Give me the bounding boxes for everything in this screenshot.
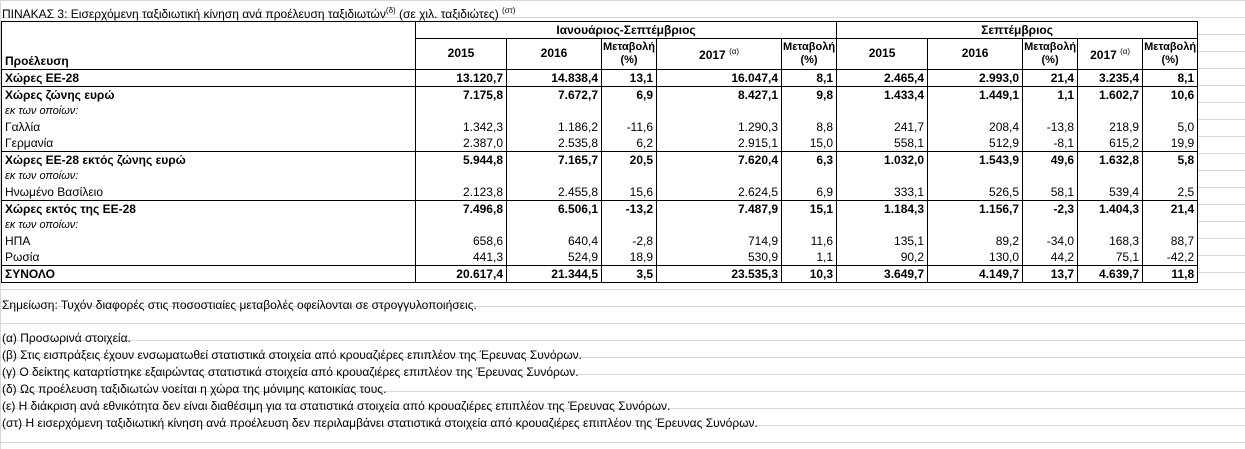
column-header-row [2,39,1198,70]
cell-value [657,168,782,184]
table-row [2,151,1198,168]
col-change: Μεταβολή (%) [602,39,657,70]
cell-value [602,103,657,119]
cell-value [1143,168,1198,184]
cell-value: 3,5 [602,265,657,282]
cell-value: 1.602,7 [1078,86,1143,103]
table-title [2,2,515,19]
cell-value: 7.496,8 [416,200,507,217]
footnote: (β) Στις εισπράξεις έχουν ενσωματωθεί στατιστικά στοιχεία από κρουαζιέρες επιπλέον της Έρευνας Συνόρων. [2,348,583,362]
group-header-row [2,22,1198,39]
cell-value: 44,2 [1023,249,1078,266]
cell-value: 1.404,3 [1078,200,1143,217]
cell-value: 6,9 [602,86,657,103]
cell-value: 7.620,4 [657,151,782,168]
title-footnote-ref-2: (στ) [502,6,516,15]
cell-value: 241,7 [837,119,928,135]
cell-value: -34,0 [1023,233,1078,249]
cell-value [416,217,507,233]
cell-value: -8,1 [1023,135,1078,152]
cell-value: 16.047,4 [657,69,782,86]
cell-value: 1,1 [1023,86,1078,103]
origin-header: Προέλευση [2,39,416,70]
cell-value: 8,8 [782,119,837,135]
cell-value: 5,8 [1143,151,1198,168]
cell-value: 2.465,4 [837,69,928,86]
col-2017-month-label: 2017 [1090,48,1117,63]
cell-value: -13,2 [602,200,657,217]
cell-value [782,103,837,119]
row-label: εκ των οποίων: [2,217,416,233]
row-label: εκ των οποίων: [2,168,416,184]
cell-value: -11,6 [602,119,657,135]
cell-value: -2,8 [602,233,657,249]
title-footnote-ref: (δ) [385,6,396,15]
cell-value [837,168,928,184]
cell-value: 1.632,8 [1078,151,1143,168]
cell-value: 218,9 [1078,119,1143,135]
cell-value: 10,3 [782,265,837,282]
row-label: Ρωσία [2,249,416,266]
table-row [2,265,1198,282]
cell-value: 49,6 [1023,151,1078,168]
cell-value [1078,168,1143,184]
cell-value: 524,9 [507,249,602,266]
footnote: (ε) Η διάκριση ανά εθνικότητα δεν είναι διαθέσιμη για τα στατιστικά στοιχεία από κρουαζιέρες επιπλέον της Έρευνας Συνόρων. [2,399,671,413]
table-row [2,249,1198,266]
cell-value: 8.427,1 [657,86,782,103]
col-2017 [657,39,782,70]
col-2017-month [1078,39,1143,70]
cell-value [782,217,837,233]
cell-value: 20.617,4 [416,265,507,282]
group-ytd: Ιανουάριος-Σεπτέμβριος [416,22,837,39]
cell-value: -13,8 [1023,119,1078,135]
cell-value: 1.032,0 [837,151,928,168]
cell-value: 10,6 [1143,86,1198,103]
row-label: Χώρες εκτός της ΕΕ-28 [2,200,416,217]
row-label: Ηνωμένο Βασίλειο [2,184,416,201]
col-change-2: Μεταβολή (%) [782,39,837,70]
cell-value: 8,1 [782,69,837,86]
cell-value: 1,1 [782,249,837,266]
cell-value [657,217,782,233]
cell-value: 1.543,9 [928,151,1023,168]
cell-value: 13,1 [602,69,657,86]
cell-value: -42,2 [1143,249,1198,266]
cell-value [657,103,782,119]
cell-value: 23.535,3 [657,265,782,282]
cell-value [837,103,928,119]
cell-value [602,168,657,184]
cell-value: 15,1 [782,200,837,217]
cell-value: 1.156,7 [928,200,1023,217]
cell-value [507,103,602,119]
table-row [2,168,1198,184]
cell-value: 21,4 [1143,200,1198,217]
cell-value: 1.449,1 [928,86,1023,103]
cell-value: 2.624,5 [657,184,782,201]
data-table [1,21,1198,283]
cell-value: 2.535,8 [507,135,602,152]
cell-value: 168,3 [1078,233,1143,249]
footnote: (γ) Ο δείκτης καταρτίστηκε εξαιρώντας στατιστικά στοιχεία από κρουαζιέρες επιπλέον της Έρευνας Συνόρων. [2,365,579,379]
cell-value: 18,9 [602,249,657,266]
cell-value: 15,6 [602,184,657,201]
cell-value [416,103,507,119]
cell-value: 1.290,3 [657,119,782,135]
remark-note: Σημείωση: Τυχόν διαφορές στις ποσοστιαίες μεταβολές οφείλονται σε στρογγυλοποιήσεις. [2,298,477,312]
cell-value: 2.993,0 [928,69,1023,86]
cell-value: 441,3 [416,249,507,266]
cell-value [602,217,657,233]
cell-value: 20,5 [602,151,657,168]
cell-value: 526,5 [928,184,1023,201]
cell-value: 90,2 [837,249,928,266]
cell-value: 89,2 [928,233,1023,249]
cell-value: 2.123,8 [416,184,507,201]
cell-value: 5.944,8 [416,151,507,168]
col-2017-month-footnote: (α) [1120,47,1131,57]
cell-value: 6,2 [602,135,657,152]
cell-value: -2,3 [1023,200,1078,217]
cell-value [1143,103,1198,119]
footnote: (στ) Η εισερχόμενη ταξιδιωτική κίνηση ανά προέλευση δεν περιλαμβάνει στατιστικά στοιχεία από κρουαζιέρες επιπλέον της Έρευνας Συνόρων. [2,416,758,430]
cell-value: 658,6 [416,233,507,249]
cell-value: 75,1 [1078,249,1143,266]
cell-value: 1.342,3 [416,119,507,135]
cell-value: 2.387,0 [416,135,507,152]
cell-value: 512,9 [928,135,1023,152]
cell-value: 13.120,7 [416,69,507,86]
row-label: Γαλλία [2,119,416,135]
col-change-month: Μεταβολή (%) [1023,39,1078,70]
title-text: ΠΙΝΑΚΑΣ 3: Εισερχόμενη ταξιδιωτική κίνηση ανά προέλευση ταξιδιωτών [2,7,386,21]
cell-value [837,217,928,233]
cell-value [928,103,1023,119]
table-row [2,119,1198,135]
cell-value: 1.186,2 [507,119,602,135]
col-change-month-2: Μεταβολή (%) [1143,39,1198,70]
row-label: εκ των οποίων: [2,103,416,119]
cell-value: 714,9 [657,233,782,249]
cell-value: 558,1 [837,135,928,152]
cell-value: 21,4 [1023,69,1078,86]
cell-value: 4.639,7 [1078,265,1143,282]
cell-value: 1.433,4 [837,86,928,103]
cell-value [928,168,1023,184]
cell-value: 8,1 [1143,69,1198,86]
cell-value: 9,8 [782,86,837,103]
cell-value [782,168,837,184]
cell-value: 333,1 [837,184,928,201]
col-2016-month: 2016 [928,39,1023,70]
table-row [2,233,1198,249]
cell-value: 7.487,9 [657,200,782,217]
cell-value: 11,8 [1143,265,1198,282]
row-label: Χώρες ΕΕ-28 εκτός ζώνης ευρώ [2,151,416,168]
cell-value: 58,1 [1023,184,1078,201]
cell-value [416,168,507,184]
cell-value: 7.175,8 [416,86,507,103]
cell-value: 2.455,8 [507,184,602,201]
cell-value: 539,4 [1078,184,1143,201]
cell-value: 640,4 [507,233,602,249]
cell-value: 1.184,3 [837,200,928,217]
cell-value: 2,5 [1143,184,1198,201]
cell-value: 130,0 [928,249,1023,266]
cell-value: 4.149,7 [928,265,1023,282]
col-2015: 2015 [416,39,507,70]
table-row [2,86,1198,103]
col-2015-month: 2015 [837,39,928,70]
row-label: Χώρες ΕΕ-28 [2,69,416,86]
cell-value [1023,217,1078,233]
cell-value: 3.649,7 [837,265,928,282]
cell-value [507,217,602,233]
cell-value [1078,217,1143,233]
cell-value: 15,0 [782,135,837,152]
cell-value: 2.915,1 [657,135,782,152]
row-label: Γερμανία [2,135,416,152]
cell-value: 3.235,4 [1078,69,1143,86]
cell-value: 88,7 [1143,233,1198,249]
table-row [2,135,1198,152]
cell-value: 6,9 [782,184,837,201]
row-label: ΣΥΝΟΛΟ [2,265,416,282]
cell-value: 6,3 [782,151,837,168]
cell-value: 7.672,7 [507,86,602,103]
group-month: Σεπτέμβριος [837,22,1198,39]
footnote: (δ) Ως προέλευση ταξιδιωτών νοείται η χώρα της μόνιμης κατοικίας τους. [2,382,387,396]
cell-value: 19,9 [1143,135,1198,152]
cell-value [1078,103,1143,119]
cell-value [1143,217,1198,233]
cell-value: 6.506,1 [507,200,602,217]
cell-value: 21.344,5 [507,265,602,282]
cell-value: 13,7 [1023,265,1078,282]
cell-value [1023,168,1078,184]
col-2016: 2016 [507,39,602,70]
cell-value: 5,0 [1143,119,1198,135]
cell-value: 208,4 [928,119,1023,135]
row-label: ΗΠΑ [2,233,416,249]
table-row [2,184,1198,201]
cell-value [1023,103,1078,119]
title-unit: (σε χιλ. ταξιδιώτες) [395,7,503,21]
row-label: Χώρες ζώνης ευρώ [2,86,416,103]
cell-value: 135,1 [837,233,928,249]
cell-value: 530,9 [657,249,782,266]
footnote: (α) Προσωρινά στοιχεία. [2,331,131,345]
table-row [2,217,1198,233]
table-row [2,103,1198,119]
cell-value [507,168,602,184]
cell-value [928,217,1023,233]
col-2017-footnote: (α) [729,47,740,57]
table-row [2,200,1198,217]
col-2017-label: 2017 [699,48,726,63]
cell-value: 7.165,7 [507,151,602,168]
table-row [2,69,1198,86]
cell-value: 615,2 [1078,135,1143,152]
cell-value: 11,6 [782,233,837,249]
cell-value: 14.838,4 [507,69,602,86]
